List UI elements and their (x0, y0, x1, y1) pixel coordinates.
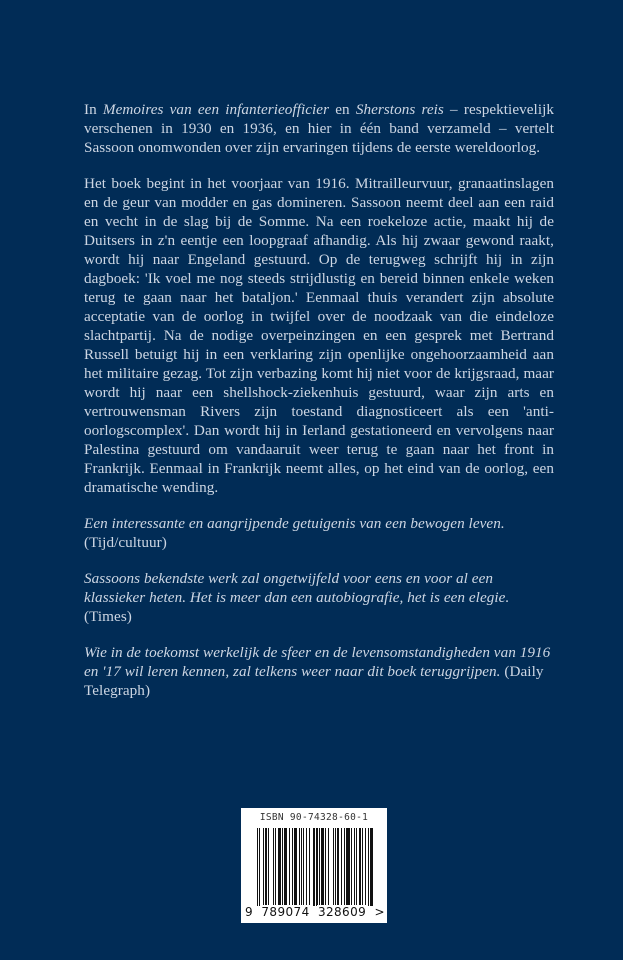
blurb-paragraph-intro (84, 100, 554, 157)
intro-rest: – respektievelijk verschenen in 1930 en 1936, en hier in één band verzameld – vertelt Sassoon onomwonden over zijn ervaringen tijdens de eerste wereldoorlog. (84, 101, 555, 156)
review-quote: Een interessante en aangrijpende getuigenis van een bewogen leven. (84, 515, 505, 532)
review-source: (Daily Telegraph) (84, 663, 544, 699)
review-quote: Sassoons bekendste werk zal ongetwijfeld voor eens en voor al een klassieker heten. Het is meer dan een autobiografie, het is een elegie. (84, 570, 510, 606)
barcode-bar (373, 828, 374, 906)
review-tijd-cultuur (84, 514, 554, 552)
intro-middle: en (329, 101, 356, 118)
barcode-digits (244, 905, 386, 919)
review-daily-telegraph (84, 643, 554, 700)
book-title-memoires: Memoires van een infanterieofficier (102, 101, 330, 118)
isbn-barcode (241, 808, 387, 923)
review-source: (Times) (84, 608, 132, 625)
barcode-digit-group-right: 328609 (317, 905, 367, 919)
barcode-bars-icon (257, 828, 375, 906)
isbn-label: ISBN 90-74328-60-1 (259, 812, 369, 823)
barcode-end-marker-icon: > (374, 905, 385, 919)
barcode-first-digit: 9 (245, 905, 254, 919)
review-source: (Tijd/cultuur) (84, 534, 167, 551)
intro-prefix: In (84, 101, 103, 118)
blurb-paragraph-summary: Het boek begint in het voorjaar van 1916. Mitrailleurvuur, granaatinslagen en de geur van modder en gas domineren. Sassoon neemt deel aan een raid en vecht in de slag bij de Somme. Na een roekeloze actie, maakt hij de Duitsers in z'n eentje een loopgraaf afhandig. Als hij zwaar gewond raakt, wordt hij naar Engeland gestuurd. Op de terugweg schrijft hij in zijn dagboek: 'Ik voel me nog steeds strijdlustig en bereid binnen enkele weken terug te gaan naar het bataljon.' Eenmaal thuis verandert zijn absolute acceptatie van de oorlog in twijfel over de noodzaak van die eindeloze slachtpartij. Na de nodige overpeinzingen en een gesprek met Bertrand Russell betuigt hij in een verklaring zijn openlijke ongehoorzaamheid aan het militaire gezag. Tot zijn verbazing komt hij niet voor de krijgsraad, maar wordt hij naar een shellshock-ziekenhuis gestuurd, waar zijn arts en vertrouwensman Rivers zijn toestand diagnosticeert als een 'anti-oorlogscomplex'. Dan wordt hij in Ierland gestationeerd en vervolgens naar Palestina gestuurd om vandaaruit weer terug te gaan naar het front in Frankrijk. Eenmaal in Frankrijk neemt alles, op het eind van de oorlog, een dramatische wending. (84, 175, 554, 496)
review-quote: Wie in de toekomst werkelijk de sfeer en de levensomstandigheden van 1916 en '17 wil leren kennen, zal telkens weer naar dit boek teruggrijpen. (84, 644, 551, 680)
barcode-digit-group-left: 789074 (261, 905, 310, 919)
book-title-sherstons-reis: Sherstons reis (355, 101, 444, 118)
blurb-text-column (84, 100, 554, 717)
review-times (84, 569, 554, 626)
